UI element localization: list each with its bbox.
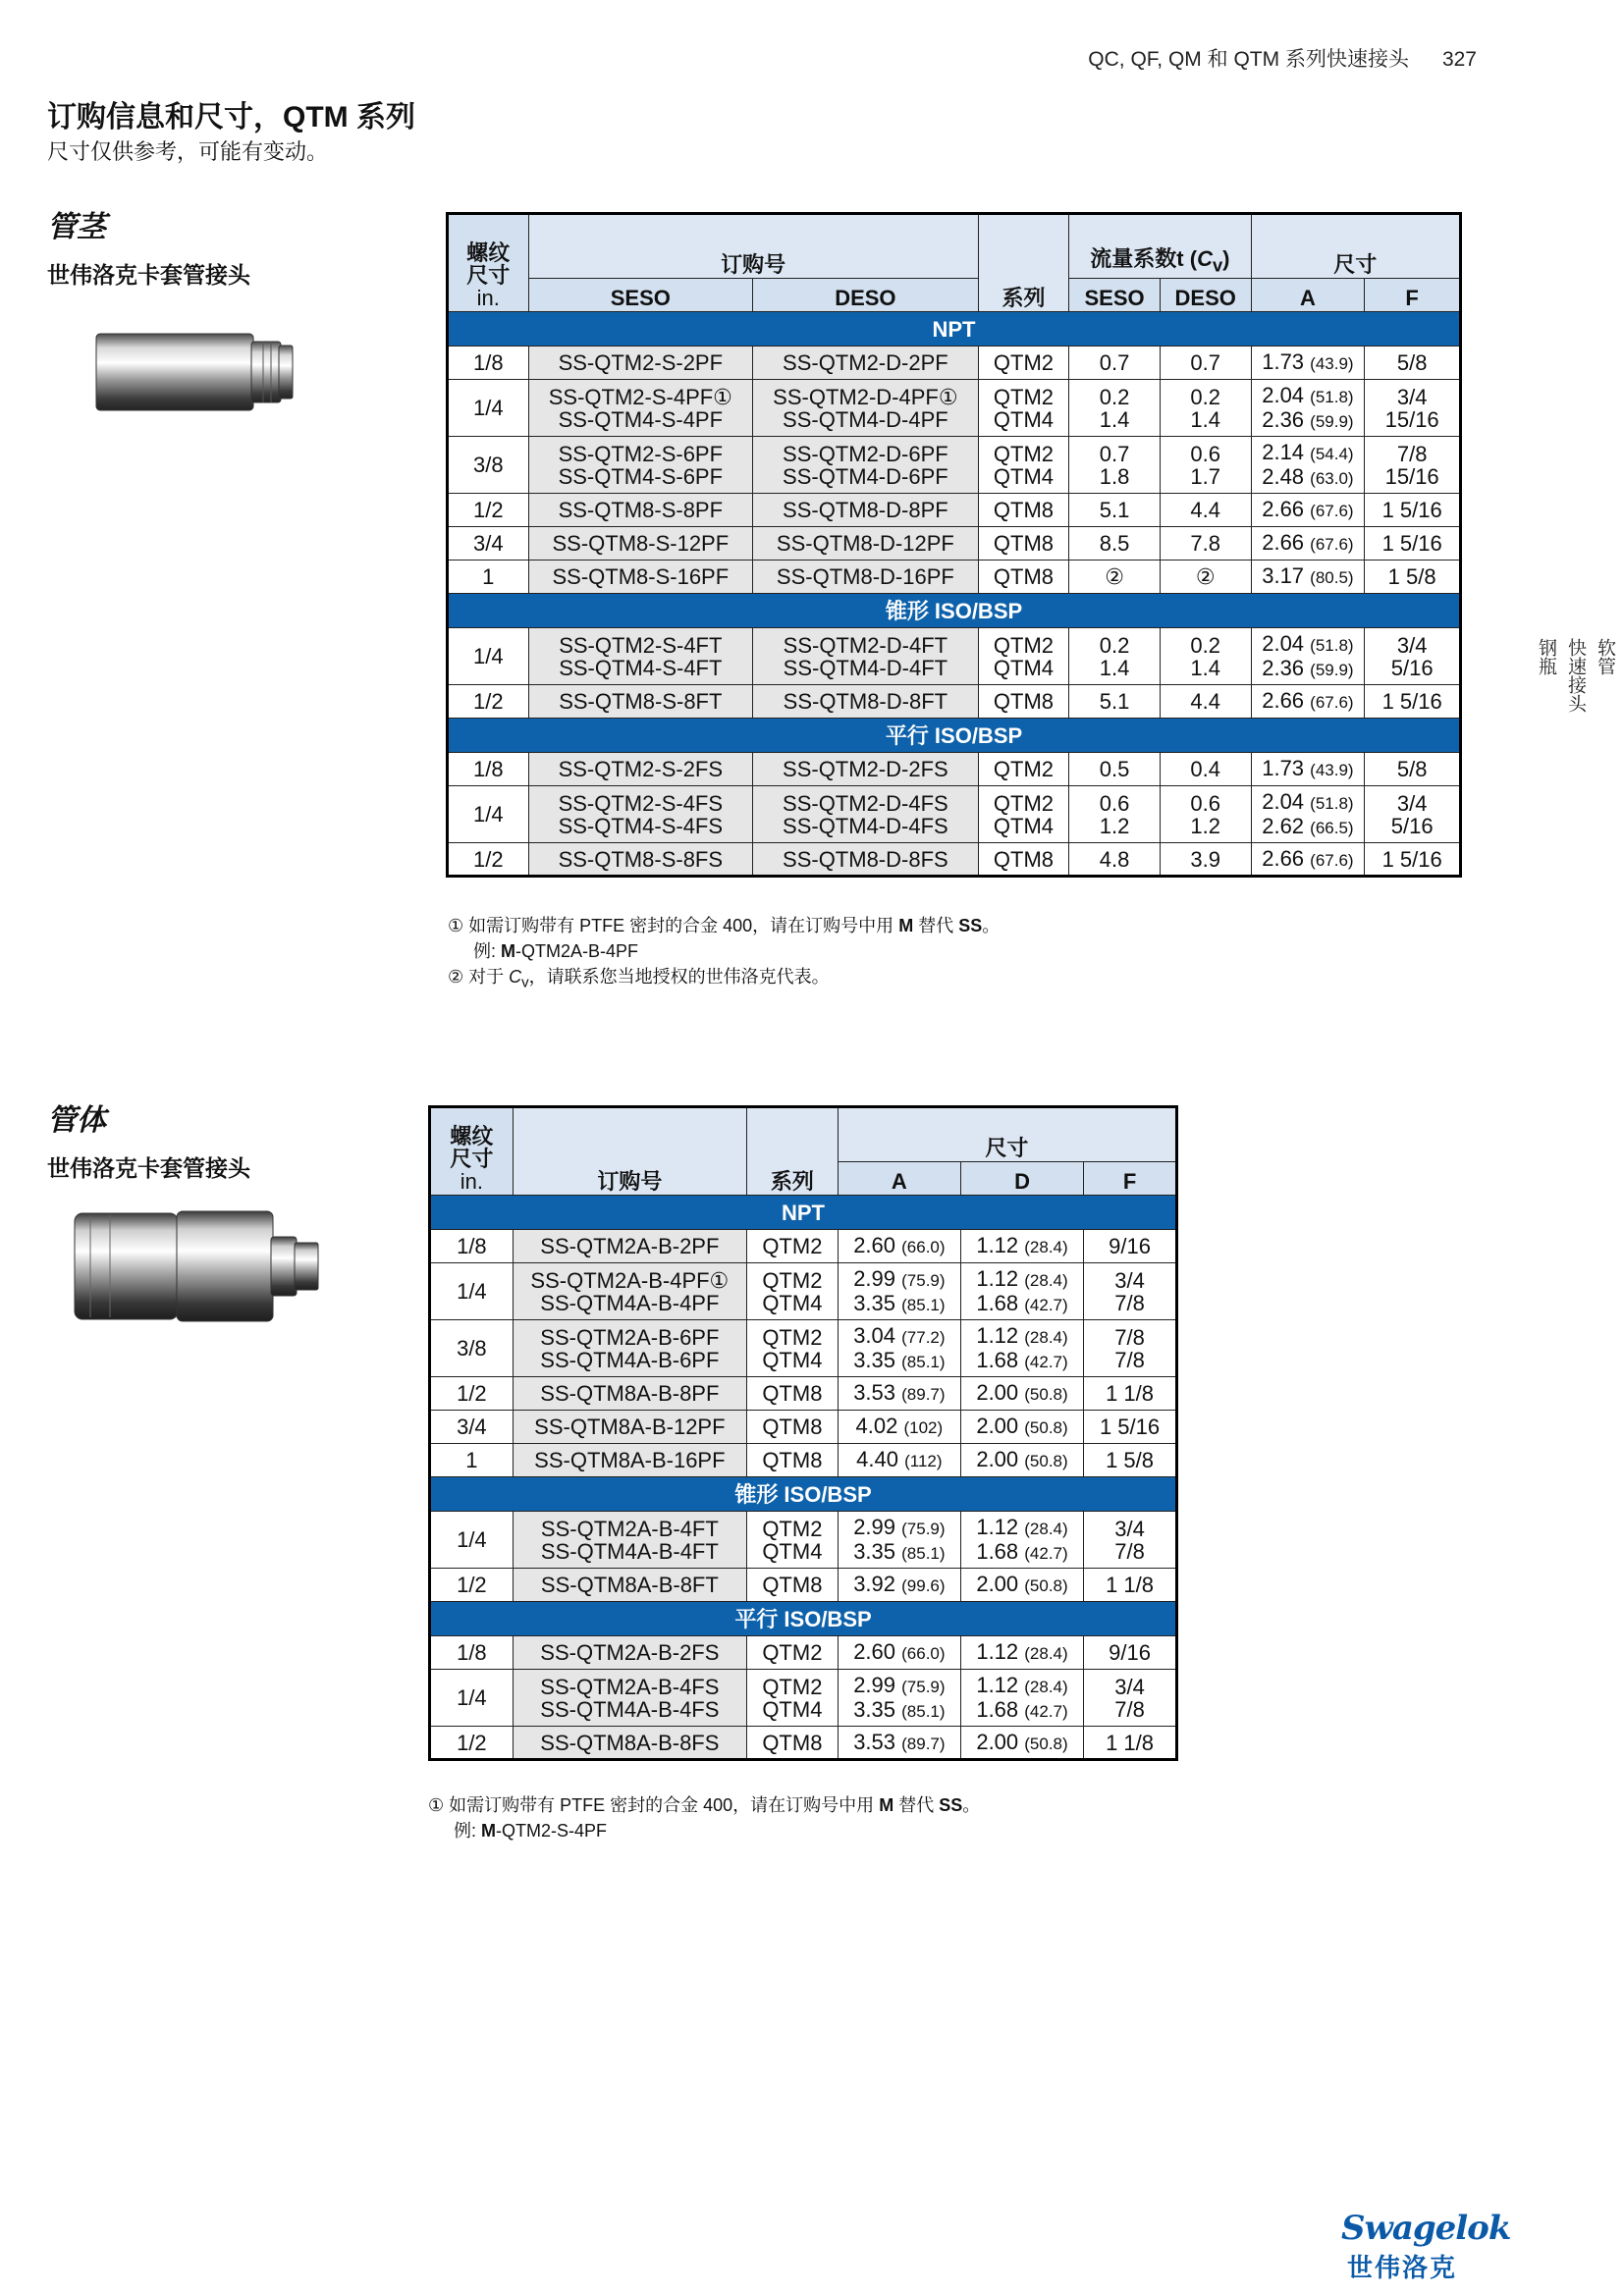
dim-f-cell: 1 1/8 <box>1084 1377 1177 1411</box>
band-row <box>430 1196 1177 1230</box>
band-label: 锥形 ISO/BSP <box>448 594 1461 628</box>
table-row <box>448 347 1461 380</box>
col-series-header: 系列 <box>978 214 1069 312</box>
dim-a-cell: 2.99 (75.9) 3.35 (85.1) <box>838 1512 960 1569</box>
size-cell: 1/4 <box>448 628 529 685</box>
size-cell: 3/4 <box>430 1411 514 1444</box>
size-cell: 3/8 <box>448 437 529 494</box>
series-cell: QTM8 <box>978 685 1069 719</box>
dim-f-cell: 3/4 5/16 <box>1365 628 1461 685</box>
table-row <box>430 1444 1177 1477</box>
table-row <box>448 628 1461 685</box>
band-label: 平行 ISO/BSP <box>448 719 1461 753</box>
cv-seso-cell: 0.5 <box>1069 753 1161 786</box>
col-size-header: 螺纹 尺寸 in. <box>448 214 529 312</box>
seso-order-cell: SS-QTM8-S-16PF <box>528 561 753 594</box>
dim-d-cell: 2.00 (50.8) <box>960 1377 1083 1411</box>
side-tab-quick-connects: 快速接头 <box>1565 638 1586 713</box>
cv-deso-cell: 0.2 1.4 <box>1160 380 1251 437</box>
table-row <box>448 380 1461 437</box>
cv-seso-cell: 0.2 1.4 <box>1069 380 1161 437</box>
table-row <box>448 527 1461 561</box>
dim-d-cell: 2.00 (50.8) <box>960 1444 1083 1477</box>
band-row <box>448 312 1461 347</box>
section2-subtitle: 世伟洛克卡套管接头 <box>47 1155 250 1181</box>
dim-a-cell: 3.53 (89.7) <box>838 1377 960 1411</box>
cv-seso-cell: 8.5 <box>1069 527 1161 561</box>
band-label: NPT <box>430 1196 1177 1230</box>
cv-deso-cell: ② <box>1160 561 1251 594</box>
series-cell: QTM8 <box>746 1569 838 1602</box>
cv-seso-cell: ② <box>1069 561 1161 594</box>
order-cell: SS-QTM8A-B-12PF <box>513 1411 746 1444</box>
seso-order-cell: SS-QTM2-S-2PF <box>528 347 753 380</box>
table-row <box>430 1569 1177 1602</box>
col-flow-header: 流量系数t $(C_v)$ <box>1069 214 1251 279</box>
dim-f-cell: 1 5/16 <box>1084 1411 1177 1444</box>
series-cell: QTM2 QTM4 <box>978 628 1069 685</box>
dim-f-cell: 3/4 7/8 <box>1084 1512 1177 1569</box>
seso-order-cell: SS-QTM8-S-8PF <box>528 494 753 527</box>
stem-fitting-image <box>94 324 300 422</box>
dim-a-cell: 2.04 (51.8) 2.36 (59.9) <box>1251 628 1365 685</box>
logo-wordmark: Swagelok <box>1341 2209 1511 2248</box>
table-row <box>448 786 1461 843</box>
size-cell: 1/8 <box>430 1636 514 1670</box>
size-cell: 1/8 <box>448 753 529 786</box>
size-cell: 1/2 <box>430 1377 514 1411</box>
cv-deso-cell: 0.2 1.4 <box>1160 628 1251 685</box>
order-cell: SS-QTM8A-B-8PF <box>513 1377 746 1411</box>
dim-a-cell: 2.14 (54.4) 2.48 (63.0) <box>1251 437 1365 494</box>
seso-order-cell: SS-QTM8-S-12PF <box>528 527 753 561</box>
cv-seso-cell: 5.1 <box>1069 494 1161 527</box>
dim-a-cell: 2.99 (75.9) 3.35 (85.1) <box>838 1670 960 1727</box>
dim-a-cell: 2.04 (51.8) 2.36 (59.9) <box>1251 380 1365 437</box>
dim-a-cell: 2.60 (66.0) <box>838 1230 960 1263</box>
size-cell: 1/2 <box>430 1569 514 1602</box>
order-cell: SS-QTM2A-B-4FT SS-QTM4A-B-4FT <box>513 1512 746 1569</box>
seso-order-cell: SS-QTM2-S-4PF① SS-QTM4-S-4PF <box>528 380 753 437</box>
dim-f-cell: 1 5/8 <box>1084 1444 1177 1477</box>
deso-order-cell: SS-QTM2-D-2FS <box>753 753 979 786</box>
col-f-header: F <box>1365 279 1461 312</box>
dim-d-cell: 1.12 (28.4) <box>960 1230 1083 1263</box>
series-cell: QTM8 <box>746 1444 838 1477</box>
dim-d-cell: 1.12 (28.4) 1.68 (42.7) <box>960 1670 1083 1727</box>
stem-table <box>446 212 1462 878</box>
order-cell: SS-QTM2A-B-4FS SS-QTM4A-B-4FS <box>513 1670 746 1727</box>
seso-order-cell: SS-QTM8-S-8FS <box>528 843 753 877</box>
dim-f-cell: 7/8 15/16 <box>1365 437 1461 494</box>
dim-a-cell: 2.66 (67.6) <box>1251 527 1365 561</box>
section1-subtitle: 世伟洛克卡套管接头 <box>47 262 250 288</box>
dim-a-cell: 2.60 (66.0) <box>838 1636 960 1670</box>
series-cell: QTM2 QTM4 <box>746 1263 838 1320</box>
table-row <box>448 561 1461 594</box>
band-label: 平行 ISO/BSP <box>430 1602 1177 1636</box>
order-cell: SS-QTM8A-B-16PF <box>513 1444 746 1477</box>
series-cell: QTM2 <box>978 753 1069 786</box>
order-cell: SS-QTM8A-B-8FT <box>513 1569 746 1602</box>
series-cell: QTM2 QTM4 <box>978 786 1069 843</box>
col-size-header: 螺纹 尺寸 in. <box>430 1107 514 1196</box>
dim-a-cell: 2.66 (67.6) <box>1251 494 1365 527</box>
col-deso-header: DESO <box>753 279 979 312</box>
size-cell: 3/8 <box>430 1320 514 1377</box>
cv-deso-cell: 4.4 <box>1160 494 1251 527</box>
table-row <box>430 1411 1177 1444</box>
side-tab-hose: 软管 <box>1595 638 1615 675</box>
dim-d-cell: 1.12 (28.4) <box>960 1636 1083 1670</box>
deso-order-cell: SS-QTM8-D-16PF <box>753 561 979 594</box>
size-cell: 1/4 <box>448 786 529 843</box>
series-cell: QTM8 <box>978 494 1069 527</box>
size-cell: 1/2 <box>448 685 529 719</box>
band-label: NPT <box>448 312 1461 347</box>
col-dims-header: 尺寸 <box>1251 214 1460 279</box>
table-row <box>430 1636 1177 1670</box>
note-1-example: 例: M-QTM2A-B-4PF <box>473 941 639 961</box>
table-row <box>448 685 1461 719</box>
order-cell: SS-QTM8A-B-8FS <box>513 1727 746 1760</box>
cv-deso-cell: 4.4 <box>1160 685 1251 719</box>
table-row <box>430 1727 1177 1760</box>
size-cell: 1 <box>448 561 529 594</box>
table-row <box>430 1263 1177 1320</box>
page-subtitle: 尺寸仅供参考，可能有变动。 <box>47 139 329 164</box>
dim-f-cell: 7/8 7/8 <box>1084 1320 1177 1377</box>
dim-d-cell: 1.12 (28.4) 1.68 (42.7) <box>960 1263 1083 1320</box>
series-cell: QTM2 <box>746 1230 838 1263</box>
series-cell: QTM8 <box>978 527 1069 561</box>
band-row <box>430 1602 1177 1636</box>
note-1: ① 如需订购带有 PTFE 密封的合金 400，请在订购号中用 M 替代 SS。 <box>428 1795 981 1815</box>
dim-a-cell: 1.73 (43.9) <box>1251 347 1365 380</box>
dim-a-cell: 2.04 (51.8) 2.62 (66.5) <box>1251 786 1365 843</box>
page-title: 订购信息和尺寸，QTM 系列 <box>47 101 415 133</box>
note-1-example: 例: M-QTM2-S-4PF <box>454 1821 608 1841</box>
dim-a-cell: 1.73 (43.9) <box>1251 753 1365 786</box>
deso-order-cell: SS-QTM2-D-4FS SS-QTM4-D-4FS <box>753 786 979 843</box>
size-cell: 1/8 <box>448 347 529 380</box>
cv-deso-cell: 0.6 1.2 <box>1160 786 1251 843</box>
size-cell: 1 <box>430 1444 514 1477</box>
dim-f-cell: 3/4 15/16 <box>1365 380 1461 437</box>
size-cell: 1/4 <box>430 1670 514 1727</box>
seso-order-cell: SS-QTM2-S-4FT SS-QTM4-S-4FT <box>528 628 753 685</box>
dim-f-cell: 3/4 7/8 <box>1084 1263 1177 1320</box>
dim-d-cell: 1.12 (28.4) 1.68 (42.7) <box>960 1320 1083 1377</box>
table-row <box>448 437 1461 494</box>
cv-seso-cell: 0.7 <box>1069 347 1161 380</box>
cv-deso-cell: 3.9 <box>1160 843 1251 877</box>
col-order-header: 订购号 <box>513 1107 746 1196</box>
deso-order-cell: SS-QTM8-D-8PF <box>753 494 979 527</box>
table-row <box>430 1320 1177 1377</box>
body-fitting-image <box>71 1207 326 1325</box>
size-cell: 1/4 <box>430 1263 514 1320</box>
col-d-header: D <box>960 1162 1083 1196</box>
band-label: 锥形 ISO/BSP <box>430 1477 1177 1512</box>
dim-f-cell: 1 1/8 <box>1084 1727 1177 1760</box>
series-cell: QTM2 <box>746 1636 838 1670</box>
series-cell: QTM8 <box>978 843 1069 877</box>
dim-f-cell: 1 1/8 <box>1084 1569 1177 1602</box>
dim-a-cell: 3.04 (77.2) 3.35 (85.1) <box>838 1320 960 1377</box>
col-series-header: 系列 <box>746 1107 838 1196</box>
cv-seso-cell: 4.8 <box>1069 843 1161 877</box>
dim-a-cell: 4.02 (102) <box>838 1411 960 1444</box>
series-cell: QTM8 <box>978 561 1069 594</box>
col-f-header: F <box>1084 1162 1177 1196</box>
dim-f-cell: 1 5/16 <box>1365 494 1461 527</box>
order-cell: SS-QTM2A-B-6PF SS-QTM4A-B-6PF <box>513 1320 746 1377</box>
dim-a-cell: 2.66 (67.6) <box>1251 685 1365 719</box>
dim-d-cell: 2.00 (50.8) <box>960 1411 1083 1444</box>
section1-notes <box>448 913 1000 996</box>
table-row <box>448 494 1461 527</box>
table-row <box>430 1670 1177 1727</box>
cv-deso-cell: 0.6 1.7 <box>1160 437 1251 494</box>
header-text: QC, QF, QM 和 QTM 系列快速接头 <box>1088 48 1409 71</box>
section1-title: 管茎 <box>47 211 106 243</box>
cv-seso-cell: 0.6 1.2 <box>1069 786 1161 843</box>
table-row <box>430 1512 1177 1569</box>
dim-a-cell: 3.92 (99.6) <box>838 1569 960 1602</box>
cv-deso-cell: 0.4 <box>1160 753 1251 786</box>
series-cell: QTM8 <box>746 1377 838 1411</box>
col-dims-header: 尺寸 <box>838 1107 1176 1162</box>
col-order-header: 订购号 <box>528 214 978 279</box>
dim-d-cell: 2.00 (50.8) <box>960 1727 1083 1760</box>
side-tab <box>1536 638 1616 713</box>
note-2: ② 对于 $C_v$，请联系您当地授权的世伟洛克代表。 <box>448 967 830 991</box>
cv-deso-cell: 0.7 <box>1160 347 1251 380</box>
size-cell: 1/2 <box>430 1727 514 1760</box>
dim-f-cell: 3/4 7/8 <box>1084 1670 1177 1727</box>
dim-f-cell: 1 5/16 <box>1365 843 1461 877</box>
order-cell: SS-QTM2A-B-2FS <box>513 1636 746 1670</box>
section2-title: 管体 <box>47 1104 106 1137</box>
series-cell: QTM2 <box>978 347 1069 380</box>
size-cell: 1/2 <box>448 494 529 527</box>
dim-f-cell: 5/8 <box>1365 347 1461 380</box>
dim-f-cell: 1 5/16 <box>1365 527 1461 561</box>
dim-d-cell: 2.00 (50.8) <box>960 1569 1083 1602</box>
deso-order-cell: SS-QTM2-D-6PF SS-QTM4-D-6PF <box>753 437 979 494</box>
band-row <box>430 1477 1177 1512</box>
deso-order-cell: SS-QTM2-D-4FT SS-QTM4-D-4FT <box>753 628 979 685</box>
col-cv-seso-header: SESO <box>1069 279 1161 312</box>
page-number: 327 <box>1441 48 1477 71</box>
col-a-header: A <box>838 1162 960 1196</box>
dim-f-cell: 5/8 <box>1365 753 1461 786</box>
deso-order-cell: SS-QTM8-D-8FT <box>753 685 979 719</box>
swagelok-logo <box>1341 2209 1510 2284</box>
dim-a-cell: 3.53 (89.7) <box>838 1727 960 1760</box>
size-cell: 1/4 <box>430 1512 514 1569</box>
dim-d-cell: 1.12 (28.4) 1.68 (42.7) <box>960 1512 1083 1569</box>
cv-seso-cell: 0.7 1.8 <box>1069 437 1161 494</box>
dim-f-cell: 3/4 5/16 <box>1365 786 1461 843</box>
dim-f-cell: 1 5/16 <box>1365 685 1461 719</box>
dim-f-cell: 9/16 <box>1084 1230 1177 1263</box>
seso-order-cell: SS-QTM8-S-8FT <box>528 685 753 719</box>
dim-a-cell: 2.66 (67.6) <box>1251 843 1365 877</box>
size-cell: 1/4 <box>448 380 529 437</box>
cv-seso-cell: 0.2 1.4 <box>1069 628 1161 685</box>
dim-f-cell: 1 5/8 <box>1365 561 1461 594</box>
table-row <box>430 1230 1177 1263</box>
side-tab-cylinders: 钢瓶 <box>1536 638 1556 675</box>
col-cv-deso-header: DESO <box>1160 279 1251 312</box>
order-cell: SS-QTM2A-B-2PF <box>513 1230 746 1263</box>
band-row <box>448 594 1461 628</box>
series-cell: QTM2 QTM4 <box>746 1320 838 1377</box>
note-1: ① 如需订购带有 PTFE 密封的合金 400，请在订购号中用 M 替代 SS。 <box>448 916 1001 935</box>
deso-order-cell: SS-QTM2-D-4PF① SS-QTM4-D-4PF <box>753 380 979 437</box>
size-cell: 1/8 <box>430 1230 514 1263</box>
order-cell: SS-QTM2A-B-4PF① SS-QTM4A-B-4PF <box>513 1263 746 1320</box>
size-cell: 3/4 <box>448 527 529 561</box>
seso-order-cell: SS-QTM2-S-2FS <box>528 753 753 786</box>
cv-deso-cell: 7.8 <box>1160 527 1251 561</box>
logo-cn: 世伟洛克 <box>1347 2253 1458 2282</box>
series-cell: QTM2 QTM4 <box>746 1512 838 1569</box>
dim-f-cell: 9/16 <box>1084 1636 1177 1670</box>
body-table <box>428 1105 1178 1761</box>
table-row <box>448 843 1461 877</box>
band-row <box>448 719 1461 753</box>
series-cell: QTM8 <box>746 1411 838 1444</box>
deso-order-cell: SS-QTM8-D-12PF <box>753 527 979 561</box>
deso-order-cell: SS-QTM2-D-2PF <box>753 347 979 380</box>
dim-a-cell: 3.17 (80.5) <box>1251 561 1365 594</box>
col-a-header: A <box>1251 279 1365 312</box>
dim-a-cell: 2.99 (75.9) 3.35 (85.1) <box>838 1263 960 1320</box>
section2-notes <box>428 1792 980 1843</box>
dim-a-cell: 4.40 (112) <box>838 1444 960 1477</box>
col-seso-header: SESO <box>528 279 753 312</box>
series-cell: QTM2 QTM4 <box>978 380 1069 437</box>
deso-order-cell: SS-QTM8-D-8FS <box>753 843 979 877</box>
series-cell: QTM2 QTM4 <box>978 437 1069 494</box>
size-cell: 1/2 <box>448 843 529 877</box>
cv-seso-cell: 5.1 <box>1069 685 1161 719</box>
series-cell: QTM2 QTM4 <box>746 1670 838 1727</box>
table-row <box>448 753 1461 786</box>
seso-order-cell: SS-QTM2-S-6PF SS-QTM4-S-6PF <box>528 437 753 494</box>
running-header <box>1088 43 1477 73</box>
seso-order-cell: SS-QTM2-S-4FS SS-QTM4-S-4FS <box>528 786 753 843</box>
series-cell: QTM8 <box>746 1727 838 1760</box>
table-row <box>430 1377 1177 1411</box>
